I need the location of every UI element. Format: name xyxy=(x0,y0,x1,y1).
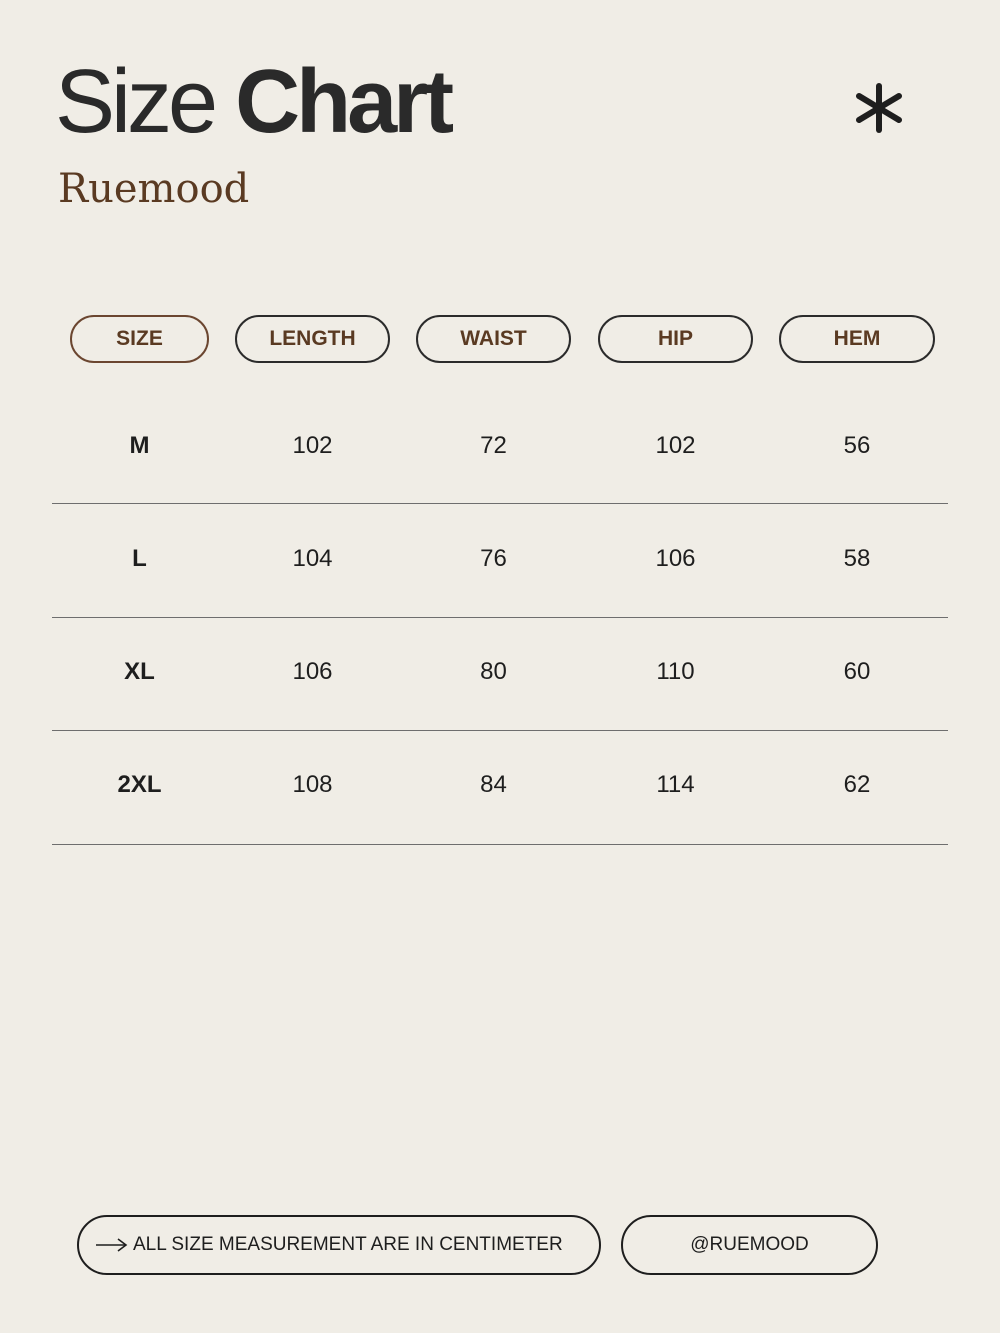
row-divider xyxy=(52,617,948,618)
hip-cell: 106 xyxy=(655,545,696,572)
hem-cell: 56 xyxy=(843,432,871,459)
size-cell: L xyxy=(132,545,147,572)
length-cell: 104 xyxy=(292,545,333,572)
length-cell: 102 xyxy=(292,432,333,459)
social-handle: @RUEMOOD xyxy=(621,1215,878,1275)
arrow-right-icon xyxy=(95,1237,129,1253)
table-row xyxy=(0,529,1000,589)
measurement-note xyxy=(77,1215,601,1275)
waist-cell: 84 xyxy=(480,771,507,798)
row-divider xyxy=(52,844,948,845)
header-waist: WAIST xyxy=(416,315,571,363)
size-cell: XL xyxy=(124,658,155,685)
header-hem: HEM xyxy=(779,315,935,363)
table-row xyxy=(0,755,1000,815)
table-row xyxy=(0,416,1000,476)
table-row xyxy=(0,642,1000,702)
waist-cell: 72 xyxy=(480,432,507,459)
waist-cell: 80 xyxy=(480,658,507,685)
length-cell: 106 xyxy=(292,658,333,685)
size-cell: 2XL xyxy=(117,771,162,798)
title-light: Size xyxy=(55,52,236,152)
length-cell: 108 xyxy=(292,771,333,798)
hem-cell: 62 xyxy=(843,771,871,798)
header-hip: HIP xyxy=(598,315,753,363)
asterisk-icon xyxy=(853,80,905,136)
hip-cell: 110 xyxy=(656,658,695,685)
waist-cell: 76 xyxy=(480,545,507,572)
hem-cell: 58 xyxy=(843,545,871,572)
brand-subtitle: Ruemood xyxy=(58,166,250,212)
measurement-note-text: ALL SIZE MEASUREMENT ARE IN CENTIMETER xyxy=(133,1234,563,1255)
hip-cell: 102 xyxy=(655,432,696,459)
row-divider xyxy=(52,730,948,731)
hip-cell: 114 xyxy=(656,771,695,798)
row-divider xyxy=(52,503,948,504)
size-cell: M xyxy=(129,432,150,459)
header-size: SIZE xyxy=(70,315,209,363)
page-title xyxy=(55,52,450,152)
header-length: LENGTH xyxy=(235,315,390,363)
hem-cell: 60 xyxy=(843,658,871,685)
title-bold: Chart xyxy=(235,52,451,152)
